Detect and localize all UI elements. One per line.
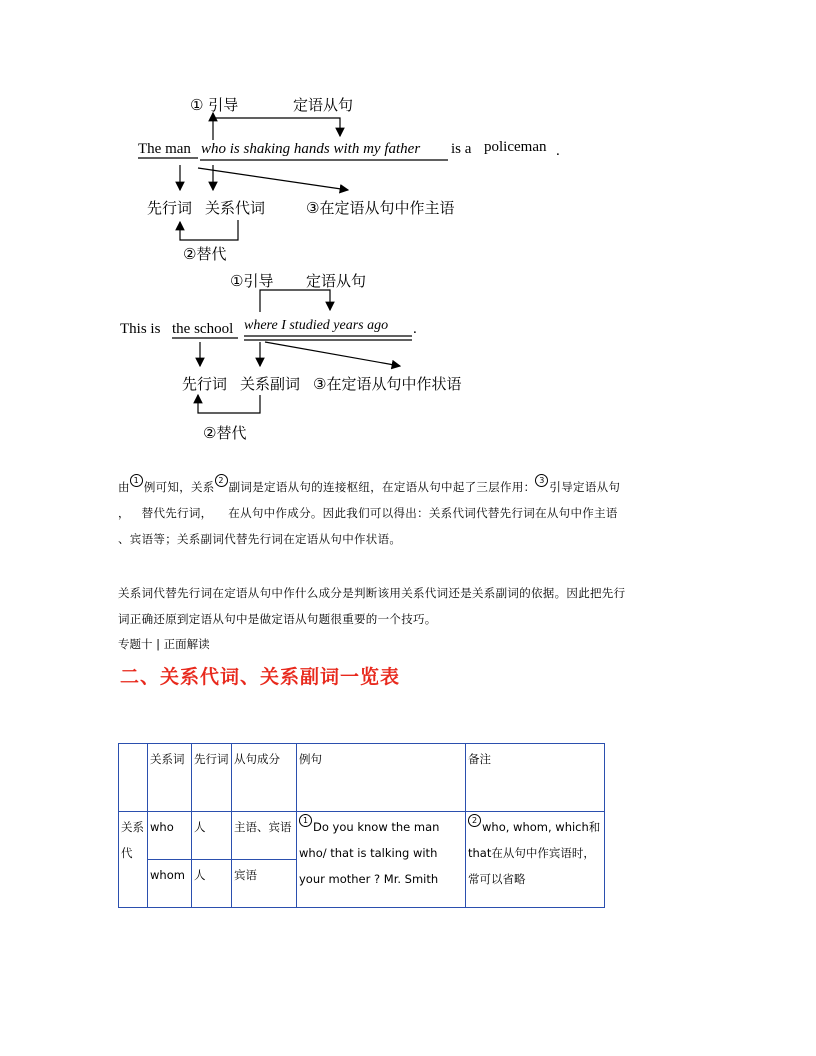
table-header-cell: 备注 <box>466 744 605 812</box>
diagram2-label-clause: 定语从句 <box>306 272 367 290</box>
tip-line-2: 词正确还原到定语从句中是做定语从句题很重要的一个技巧。 <box>118 612 437 626</box>
diagram1-label-pronoun: 关系代词 <box>205 199 266 217</box>
diagram2-clause: where I studied years ago <box>244 318 389 333</box>
diagram2-label-lead: ①引导 <box>230 272 274 290</box>
table-cell-example <box>297 812 466 908</box>
diagram1-label-clause: 定语从句 <box>293 96 354 114</box>
diagram1-label-replace: ②替代 <box>183 245 227 263</box>
table-cell-word: whom <box>148 860 192 908</box>
table-cell-antecedent: 人 <box>192 812 232 860</box>
diagram1-label-lead: ① 引导 <box>190 96 239 114</box>
tip-paragraph <box>118 580 625 632</box>
table-header-cell: 例句 <box>297 744 466 812</box>
circled-number: 2 <box>468 814 481 827</box>
table-header-row <box>119 744 605 812</box>
table-header-cell: 从句成分 <box>232 744 297 812</box>
table-cell-note <box>466 812 605 908</box>
section-heading: 二、关系代词、关系副词一览表 <box>120 666 401 688</box>
diagram2-label-role: ③在定语从句中作状语 <box>313 375 462 393</box>
circled-number: 1 <box>130 474 143 487</box>
table-row <box>119 812 605 860</box>
table-cell-role: 宾语 <box>232 860 297 908</box>
diagram2-lines <box>172 290 412 413</box>
table-cell-antecedent: 人 <box>192 860 232 908</box>
diagram2-dot: . <box>413 321 417 337</box>
note-text: who, whom, which和that在从句中作宾语时，常可以省略 <box>468 820 601 886</box>
tip-line-1: 关系词代替先行词在定语从句中作什么成分是判断该用关系代词还是关系副词的依据。因此把先行 <box>118 586 626 600</box>
diagram1-dot: . <box>556 143 560 159</box>
table-header-cell: 关系词 <box>148 744 192 812</box>
diagram1-noun: policeman <box>484 139 547 155</box>
circled-number: 1 <box>299 814 312 827</box>
explanation-line-2: ， 替代先行词， 在从句中作成分。因此我们可以得出：关系代词代替先行词在从句中作主语 <box>118 506 618 520</box>
diagram2-label-adverb: 关系副词 <box>240 375 301 393</box>
diagram1-label-role: ③在定语从句中作主语 <box>306 199 455 217</box>
example-text: Do you know the man who/ that is talking with your mother ? Mr. Smith <box>299 820 440 886</box>
circled-number: 3 <box>535 474 548 487</box>
diagram1-clause: who is shaking hands with my father <box>201 141 421 157</box>
section-subhead: 专题十 | 正面解读 <box>118 637 210 651</box>
table-group-label: 关系代 <box>119 812 148 908</box>
table-header-cell <box>119 744 148 812</box>
relative-words-table <box>118 743 605 908</box>
explanation-paragraph <box>118 474 620 552</box>
diagram2-prefix: This is <box>120 321 161 337</box>
explanation-line-1: 由 1 例可知，关系 2 副词是定语从句的连接枢纽，在定语从句中起了三层作用： 3 引导定语从句 <box>118 476 621 494</box>
diagram2-label-antecedent: 先行词 <box>182 375 228 393</box>
diagram1-rest: is a <box>451 141 472 157</box>
diagram1-antecedent: The man <box>138 141 191 157</box>
circled-number: 2 <box>215 474 228 487</box>
explanation-line-3: 、宾语等；关系副词代替先行词在定语从句中作状语。 <box>118 532 402 546</box>
table-header-cell: 先行词 <box>192 744 232 812</box>
diagram2-label-replace: ②替代 <box>203 424 247 442</box>
table-cell-role: 主语、宾语 <box>232 812 297 860</box>
diagram1-label-antecedent: 先行词 <box>147 199 193 217</box>
diagram1-lines <box>138 113 448 240</box>
diagram2-antecedent: the school <box>172 321 234 337</box>
table-cell-word: who <box>148 812 192 860</box>
